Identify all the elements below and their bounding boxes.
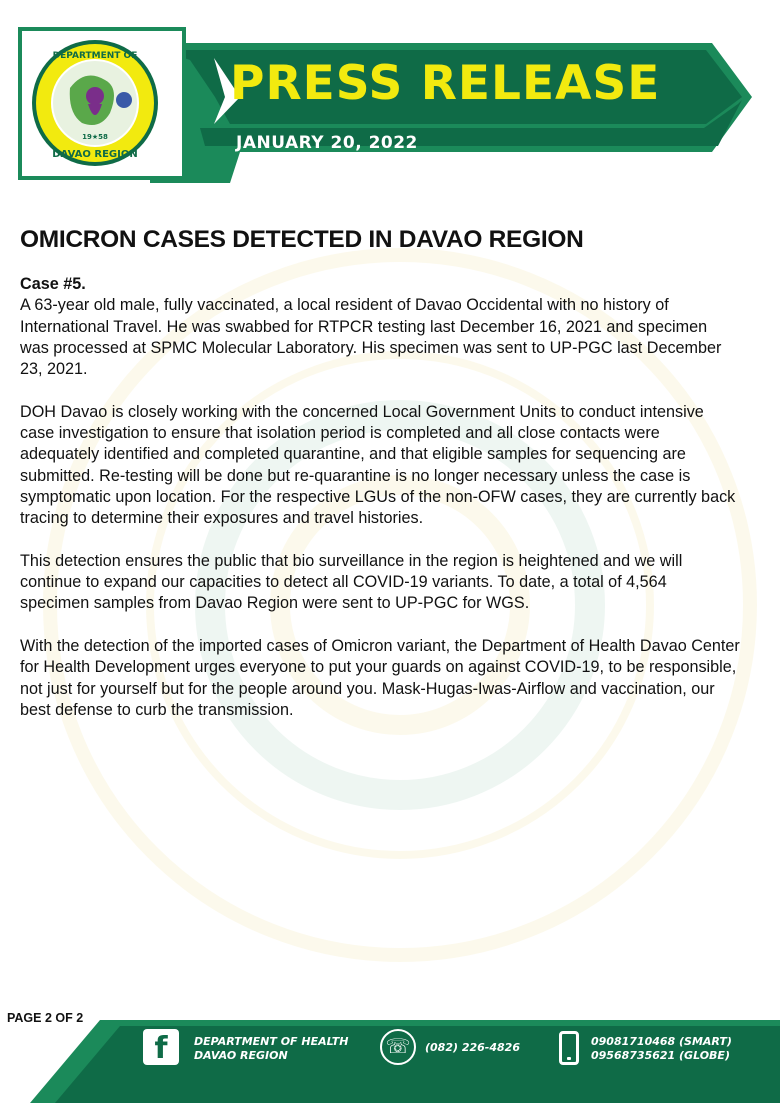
press-release-title: PRESS RELEASE [230, 56, 661, 111]
mobile-globe: 09568735621 (GLOBE) [591, 1049, 730, 1062]
release-date: JANUARY 20, 2022 [236, 133, 418, 153]
article-headline: OMICRON CASES DETECTED IN DAVAO REGION [20, 226, 584, 253]
mobile-smart: 09081710468 (SMART) [591, 1035, 732, 1048]
mobile-icon [559, 1031, 579, 1065]
landline-number: (082) 226-4826 [425, 1041, 520, 1054]
case-label: Case #5. [20, 275, 86, 293]
phone-icon: ☏ [380, 1029, 416, 1065]
press-release-header [0, 0, 780, 200]
facebook-icon[interactable]: f [143, 1029, 179, 1065]
svg-text:DEPARTMENT OF: DEPARTMENT OF [52, 51, 138, 61]
paragraph-surveillance: This detection ensures the public that bio surveillance in the region is heightened and we will continue to expand our capacities to detect all COVID-19 variants. To date, a total of 4,564 specimen samples from Davao Region were sent to UP-PGC for WGS. [20, 551, 683, 613]
svg-text:19★58: 19★58 [82, 133, 108, 141]
facebook-page-line1[interactable]: DEPARTMENT OF HEALTH [194, 1035, 349, 1048]
doh-davao-logo [30, 38, 160, 168]
paragraph-case-details: A 63-year old male, fully vaccinated, a local resident of Davao Occidental with no history of International Travel. He was swabbed for RTPCR testing last December 16, 2021 and specimen was processed at SPMC Molecular Laboratory. His specimen was sent to UP-PGC last December 23, 2021. [20, 296, 722, 379]
facebook-page-line2[interactable]: DAVAO REGION [194, 1049, 288, 1062]
page-number: PAGE 2 OF 2 [7, 1011, 84, 1025]
paragraph-appeal: With the detection of the imported cases of Omicron variant, the Department of Health Davao Center for Health Development urges everyone to put your guards on against COVID-19, to be responsible, not just for yourself but for the people around you. Mask-Hugas-Iwas-Airflow and vaccination, our best defense to curb the transmission. [20, 637, 740, 719]
paragraph-investigation: DOH Davao is closely working with the concerned Local Government Units to conduct intensive case investigation to ensure that isolation period is completed and all close contacts were adequately identified and completed quarantine, and that eligible samples for sequencing are submitted. Re-testing will be done but re-quarantine is no longer necessary unless the case is symptomatic upon location. For the respective LGUs of the non-OFW cases, they are currently back tracing to determine their exposures and travel histories. [20, 402, 736, 528]
article-body [20, 274, 740, 743]
svg-text:DAVAO REGION: DAVAO REGION [52, 149, 138, 160]
